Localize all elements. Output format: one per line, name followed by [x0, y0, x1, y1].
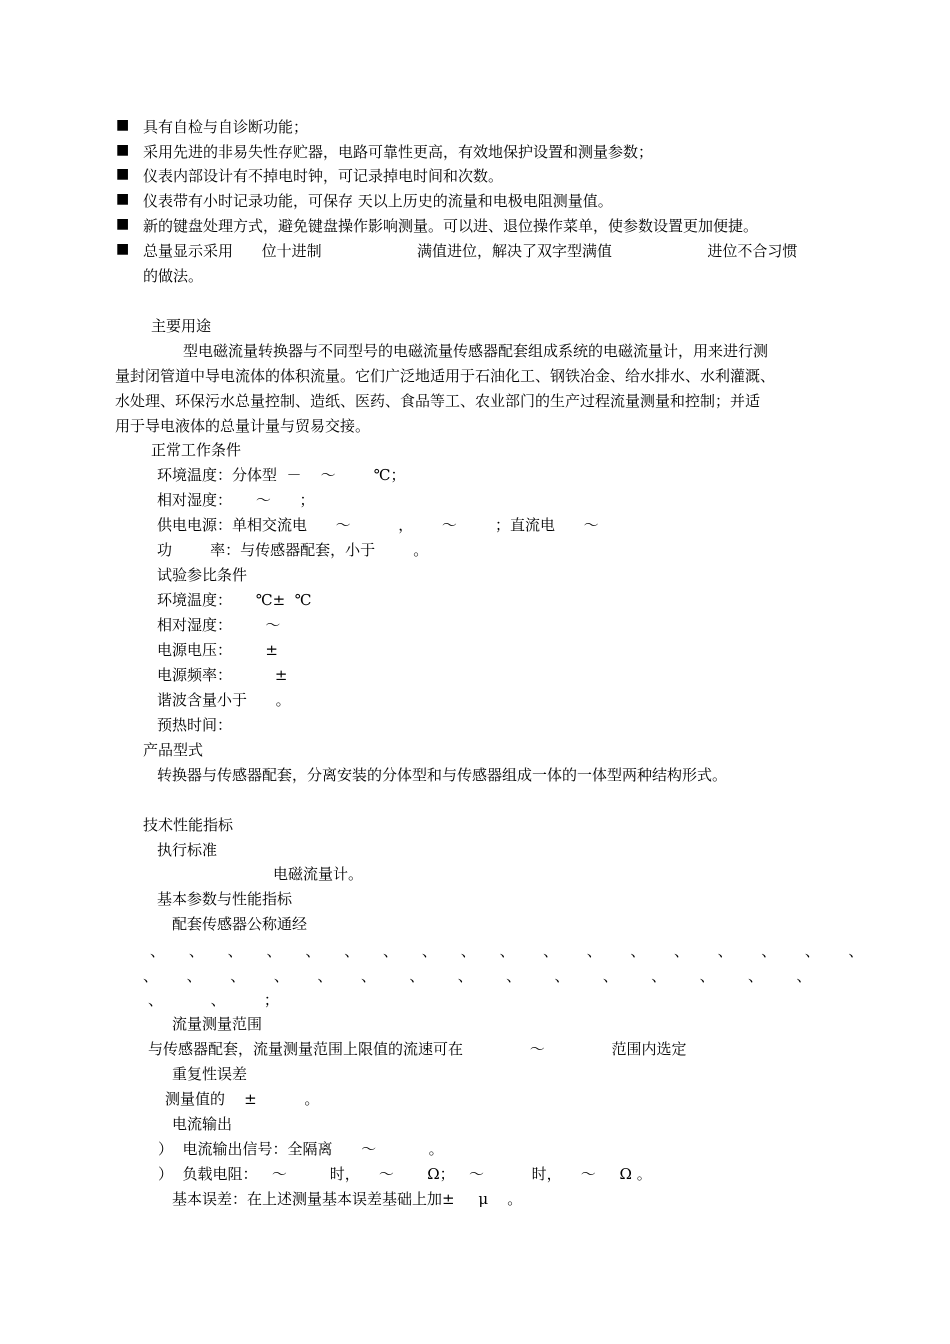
test-item: 预热时间： — [157, 716, 233, 734]
dn-values-row: 、 、 ； — [148, 991, 279, 1009]
basic-error-text: 基本误差：在上述测量基本误差基础上加± μ 。 — [172, 1190, 523, 1208]
bullet-text-continuation: 的做法。 — [143, 267, 204, 285]
range-heading: 流量测量范围 — [172, 1015, 263, 1033]
range-text: 与传感器配套，流量测量范围上限值的流速可在 ～ 范围内选定 — [148, 1040, 687, 1058]
bullet-text: 仪表内部设计有不掉电时钟，可记录掉电时间和次数。 — [143, 167, 504, 185]
usage-line: 型电磁流量转换器与不同型号的电磁流量传感器配套组成系统的电磁流量计，用来进行测 — [183, 342, 769, 360]
dn-values-row: 、 、 、 、 、 、 、 、 、 、 、 、 、 、 、 、 、 、 — [150, 942, 864, 960]
dn-values-row: 、 、 、 、 、 、 、 、 、 、 、 、 、 、 、 — [143, 967, 812, 985]
condition-item: 环境温度：分体型 － ～ ℃； — [157, 466, 406, 484]
bullet-text: 仪表带有小时记录功能，可保存 天以上历史的流量和电极电阻测量值。 — [143, 192, 613, 210]
test-item: 电源电压： ± — [157, 641, 278, 659]
dn-heading: 配套传感器公称通经 — [172, 915, 308, 933]
basic-params-heading: 基本参数与性能指标 — [157, 890, 293, 908]
bullet-mark: ■ — [116, 166, 130, 182]
section-heading-test-conditions: 试验参比条件 — [157, 566, 248, 584]
section-heading-product-type: 产品型式 — [143, 741, 204, 759]
bullet-mark: ■ — [116, 216, 130, 232]
bullet-mark: ■ — [116, 142, 130, 158]
bullet-text: 具有自检与自诊断功能； — [143, 118, 309, 136]
product-text: 转换器与传感器配套，分离安装的分体型和与传感器组成一体的一体型两种结构形式。 — [157, 766, 728, 784]
test-item: 谐波含量小于 。 — [157, 691, 291, 709]
test-item: 电源频率： ± — [157, 666, 288, 684]
output-heading: 电流输出 — [172, 1115, 233, 1133]
condition-item: 供电电源：单相交流电 ～ ， ～ ；直流电 ～ — [157, 516, 599, 534]
usage-line: 用于导电液体的总量计量与贸易交接。 — [115, 417, 371, 435]
bullet-mark: ■ — [116, 117, 130, 133]
standard-text: 电磁流量计。 — [273, 865, 364, 883]
standard-heading: 执行标准 — [157, 841, 218, 859]
output-item: ） 电流输出信号：全隔离 ～ 。 — [158, 1140, 444, 1158]
usage-line: 量封闭管道中导电流体的体积流量。它们广泛地适用于石油化工、钢铁冶金、给水排水、水利灌溉、 — [115, 367, 776, 385]
test-item: 相对湿度： ～ — [157, 616, 281, 634]
bullet-text: 总量显示采用 位十进制 满值进位，解决了双字型满值 进位不合习惯 — [143, 242, 798, 260]
usage-line: 水处理、环保污水总量控制、造纸、医药、食品等工、农业部门的生产过程流量测量和控制；并适 — [115, 392, 761, 410]
bullet-mark: ■ — [116, 241, 130, 257]
bullet-mark: ■ — [116, 191, 130, 207]
bullet-text: 新的键盘处理方式，避免键盘操作影响测量。可以进、退位操作菜单，使参数设置更加便捷。 — [143, 217, 759, 235]
condition-item: 功 率：与传感器配套，小于 。 — [157, 541, 429, 559]
bullet-text: 采用先进的非易失性存贮器，电路可靠性更高，有效地保护设置和测量参数； — [143, 143, 654, 161]
repeat-text: 测量值的 ± 。 — [165, 1090, 320, 1108]
section-heading-normal-conditions: 正常工作条件 — [151, 441, 242, 459]
test-item: 环境温度： ℃± ℃ — [157, 591, 312, 609]
section-heading-tech: 技术性能指标 — [143, 816, 234, 834]
repeat-heading: 重复性误差 — [172, 1065, 248, 1083]
output-item: ） 负载电阻： ～ 时， ～ Ω； ～ 时， ～ Ω 。 — [158, 1165, 652, 1183]
section-heading-usage: 主要用途 — [151, 317, 212, 335]
condition-item: 相对湿度： ～ ； — [157, 491, 315, 509]
